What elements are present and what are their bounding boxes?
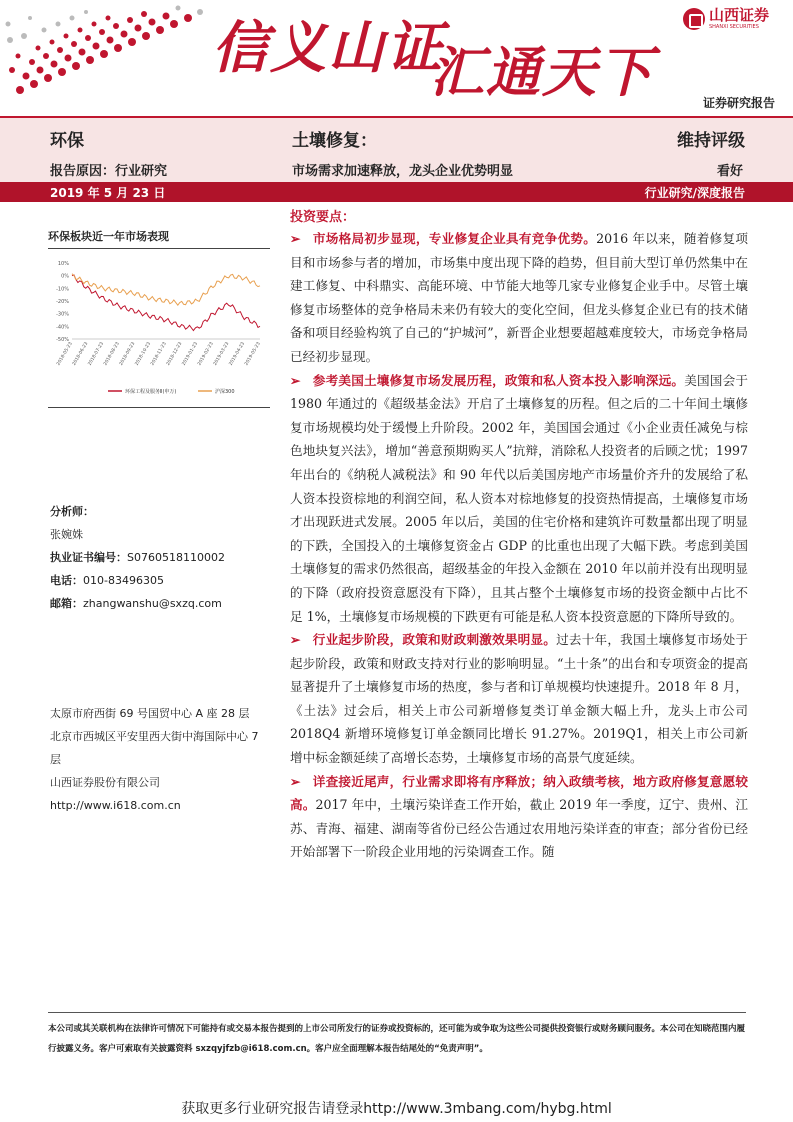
arrow-icon: ➢ bbox=[290, 632, 301, 648]
x-tick-label: 2018-10-23 bbox=[134, 341, 153, 367]
analyst-phone: 电话：010-83496305 bbox=[50, 574, 164, 587]
header-banner bbox=[0, 0, 793, 100]
highlights-heading: 投资要点： bbox=[290, 210, 356, 225]
email-link[interactable]: zhangwanshu@sxzq.com bbox=[83, 597, 222, 610]
report-category: 证券研究报告 bbox=[702, 96, 775, 110]
arrow-icon: ➢ bbox=[290, 372, 301, 388]
sector-label: 环保 bbox=[50, 131, 84, 151]
analyst-email: 邮箱：zhangwanshu@sxzq.com bbox=[50, 597, 222, 610]
rating-label: 维持评级 bbox=[677, 131, 745, 151]
date-bar bbox=[0, 182, 793, 202]
slogan-right: 汇通天下 bbox=[430, 40, 654, 100]
x-tick-label: 2019-05-23 bbox=[244, 341, 262, 367]
outlook-label: 看好 bbox=[716, 164, 743, 179]
highlight-point: ➢ 详查接近尾声，行业需求即将有序释放；纳入政绩考核，地方政府修复意愿较高。2017 年中，土壤污染详查工作开始，截止 2019 年一季度，辽宁、贵州、江苏、青海、福建、湖南等省份已经公告通过农用地污染详查的审查；部分省份已经开始部署下一阶段企业用地的污染调查工作。随 bbox=[290, 773, 748, 860]
chart-title: 环保板块近一年市场表现 bbox=[48, 228, 270, 249]
more-reports-link[interactable]: 获取更多行业研究报告请登录http://www.3mbang.com/hybg.html bbox=[181, 1101, 612, 1117]
slogan-left: 信义山证 bbox=[212, 15, 444, 81]
highlight-point: ➢ 参考美国土壤修复市场发展历程，政策和私人资本投入影响深远。美国国会于 1980 年通过的《超级基金法》开启了土壤修复的历程。但之后的二十年间土壤修复市场规模均处于缓慢上升阶段。2002 年，美国国会通过《小企业责任减免与棕色地块复兴法》，增加“善意预期购买人”抗辩，消除私人投资者的后顾之忧；1997 年出台的《纳税人减税法》和 90 年代以后美国房地产市场量价齐升的发展给了私人资本投资棕地的利润空间，私人资本对棕地修复的投资热情提高，土壤修复市场才出现跃进式发展。2005 年以后，美国的住宅价格和建筑许可数量都出现了明显的下跌，全国投入的土壤修复资金占 GDP 的比重也出现了大幅下跌。考虑到美国土壤修复的需求仍然很高，超级基金的年投入金额在 2010 年以前并没有出现明显的下降（政府投资意愿没有下降），且其占整个土壤修复市场的投资金额中占比不足 1%，土壤修复市场规模的下跌更有可能是私人资本投资意愿的下降所导致的。 bbox=[290, 372, 749, 624]
x-tick-label: 2019-03-23 bbox=[212, 341, 231, 367]
arrow-icon: ➢ bbox=[290, 231, 301, 246]
x-tick-label: 2018-11-23 bbox=[150, 341, 168, 367]
report-reason: 报告原因：行业研究 bbox=[50, 164, 168, 179]
x-tick-label: 2018-08-23 bbox=[103, 341, 121, 367]
logo-icon bbox=[683, 8, 705, 30]
address-beijing: 北京市西城区平安里西大街中海国际中心 7 层 bbox=[50, 730, 259, 766]
website-link[interactable]: http://www.i618.com.cn bbox=[50, 799, 181, 812]
company-address bbox=[50, 702, 272, 817]
x-tick-label: 2018-12-23 bbox=[165, 341, 184, 367]
y-tick-label: -20% bbox=[56, 299, 69, 305]
report-title: 土壤修复： bbox=[292, 131, 377, 151]
highlight-point: ➢ 市场格局初步显现，专业修复企业具有竞争优势。2016 年以来，随着修复项目和市场参与者的增加，市场集中度出现下降的趋势，但目前大型订单仍然集中在建工修复、中科鼎实、高能环境、中节能大地等几家专业修复企业手中。尽管土壤修复市场整体的竞争格局未来仍有较大的变化空间，但龙头修复企业已有的技术储备和项目经验构筑了自己的“护城河”，新晋企业想要超越难度较大，市场竞争格局已经初步显现。 bbox=[290, 231, 748, 364]
title-bar bbox=[0, 116, 793, 182]
company-logo bbox=[683, 8, 769, 30]
report-date: 2019 年 5 月 23 日 bbox=[50, 186, 166, 200]
y-tick-label: -30% bbox=[56, 311, 69, 318]
arrow-icon: ➢ bbox=[290, 773, 301, 789]
x-tick-label: 2019-04-23 bbox=[228, 341, 247, 367]
x-tick-label: 2018-05-23 bbox=[56, 341, 74, 367]
company-name: 山西证券股份有限公司 bbox=[50, 776, 160, 789]
y-tick-label: 0% bbox=[61, 273, 69, 280]
x-tick-label: 2018-06-23 bbox=[71, 341, 90, 367]
highlight-point: ➢ 行业起步阶段，政策和财政刺激效果明显。过去十年，我国土壤修复市场处于起步阶段，政策和财政支持对行业的影响明显。“土十条”的出台和专项资金的提高显著提升了土壤修复市场的热度，参与者和订单规模均快速提升。2018 年 8 月，《土法》过会后，相关上市公司新增修复类订单金额大幅上升，龙头上市公司 2018Q4 新增环境修复订单金额同比增长 91.27%。2019Q1，相关上市公司新增中标金额延续了高增长态势，土壤修复市场的高景气度延续。 bbox=[290, 632, 749, 766]
x-tick-label: 2018-09-23 bbox=[118, 341, 137, 367]
series-line bbox=[72, 275, 260, 331]
market-performance-chart bbox=[48, 228, 270, 408]
report-type: 行业研究/深度报告 bbox=[644, 186, 745, 200]
x-tick-label: 2019-02-23 bbox=[197, 341, 215, 367]
x-tick-label: 2018-07-23 bbox=[87, 341, 106, 367]
x-tick-label: 2019-01-23 bbox=[181, 341, 200, 367]
y-tick-label: 10% bbox=[57, 261, 69, 267]
logo-english-name: SHANXI SECURITIES bbox=[709, 24, 759, 30]
analyst-heading: 分析师： bbox=[50, 505, 94, 518]
logo-name: 山西证券 bbox=[709, 6, 770, 24]
investment-highlights bbox=[290, 206, 748, 864]
legend-label: 环保工程及服务Ⅱ(申万) bbox=[125, 389, 177, 395]
report-subtitle: 市场需求加速释放，龙头企业优势明显 bbox=[292, 164, 514, 179]
chart-plot bbox=[48, 249, 270, 404]
analyst-cert: 执业证书编号：S0760518110002 bbox=[50, 551, 225, 564]
y-tick-label: -40% bbox=[56, 324, 69, 331]
legend-label: 沪深300 bbox=[215, 389, 235, 395]
y-tick-label: -50% bbox=[56, 337, 69, 343]
disclaimer: 本公司或其关联机构在法律许可情况下可能持有或交易本报告提到的上市公司所发行的证券或投资标的，还可能为或争取为这些公司提供投资银行或财务顾问服务。本公司在知晓范围内履行披露义务。客户可索取有关披露资料 sxzqyjfzb@i618.com.cn。客户应全面理解本报告结尾处的“免责声明”。 bbox=[48, 1012, 746, 1059]
series-line bbox=[72, 274, 260, 306]
y-tick-label: -10% bbox=[56, 286, 69, 293]
address-taiyuan: 太原市府西街 69 号国贸中心 A 座 28 层 bbox=[50, 707, 250, 720]
analyst-name: 张婉姝 bbox=[50, 528, 83, 541]
analyst-info bbox=[50, 500, 225, 615]
